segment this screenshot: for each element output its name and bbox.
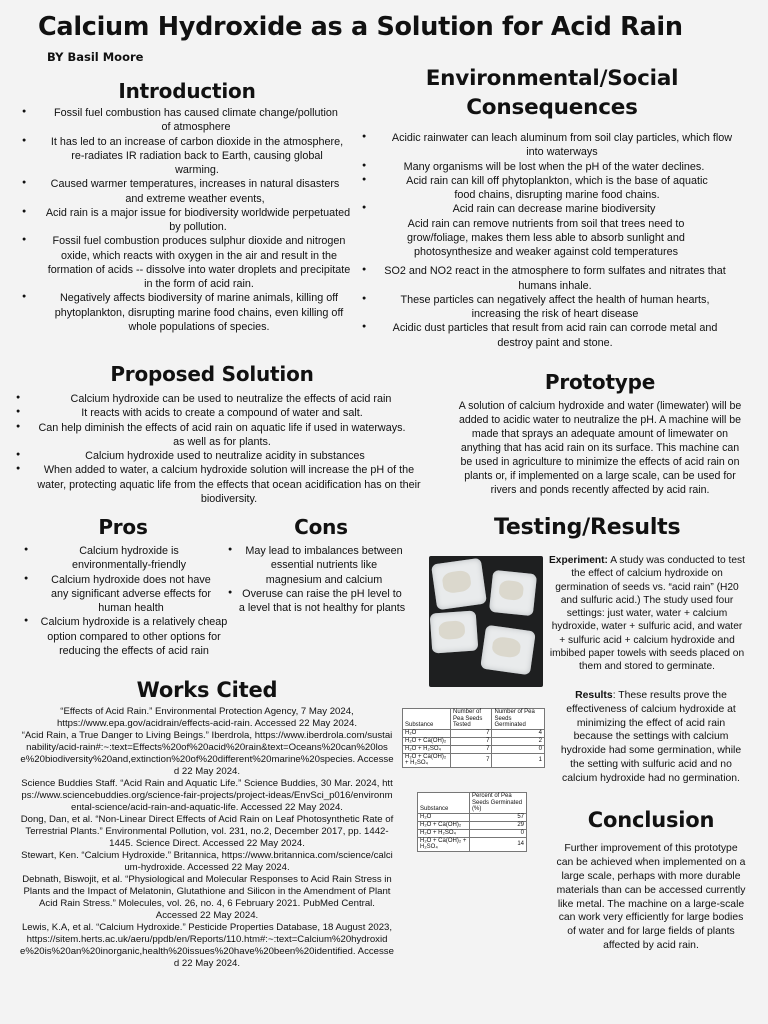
citation: Stewart, Ken. “Calcium Hydroxide.” Britannica, https://www.britannica.com/science/calcium-hydroxide. Accessed 22 May 2024. <box>21 850 393 874</box>
seed-bag <box>431 558 487 611</box>
table-header-row <box>418 793 527 814</box>
list-item: ● Acid rain is a major issue for biodiversity worldwide perpetuated by pollution. <box>22 206 360 235</box>
citation: “Effects of Acid Rain.” Environmental Protection Agency, 7 May 2024, https://www.epa.gov/acidrain/effects-acid-rain. Accessed 22 May 2024. <box>56 706 358 730</box>
list-item: ● It has led to an increase of carbon dioxide in the atmosphere, re-radiates IR radiation back to Earth, causing global warming. <box>22 135 360 178</box>
proposed-solution-heading: Proposed Solution <box>110 362 314 386</box>
table-header: Percent of Pea Seeds Germinated (%) <box>470 793 527 814</box>
seed-germination-photo <box>429 556 543 687</box>
table-row: H₂O 57 <box>418 813 527 821</box>
experiment-text: Experiment: A study was conducted to test the effect of calcium hydroxide on germination of seeds vs. “acid rain” (H20 and sulfuric acid.) The study used four settings: just water, water + calcium hydroxide, water + sulfuric acid, and water + sulfuric acid + calcium hydroxide and imbibed paper towels with seeds placed on them and stored to germinate. <box>549 555 745 672</box>
environmental-list <box>362 131 742 350</box>
introduction-list <box>22 106 360 334</box>
list-item: ● Calcium hydroxide is environmentally-friendly <box>24 544 232 573</box>
introduction-section <box>22 78 360 334</box>
list-item: ● When added to water, a calcium hydroxide solution will increase the pH of the water, protecting aquatic life from the effects that ocean acidification has on their biodiversity. <box>16 463 428 506</box>
table-header: Substance <box>418 793 470 814</box>
conclusion-heading: Conclusion <box>587 808 715 832</box>
list-item: ● Calcium hydroxide is a relatively cheap option compared to other options for reducing the effects of acid rain <box>24 615 232 658</box>
list-item: ● Can help diminish the effects of acid rain on aquatic life if used in waterways. as well as for plants. <box>16 421 428 450</box>
list-item: Acid rain can remove nutrients from soil that trees need to grow/foliage, makes them less able to absorb sunlight and photosynthesize and weaker against cold temperatures <box>407 217 685 259</box>
prototype-section <box>454 369 746 498</box>
citation: Dong, Dan, et al. “Non-Linear Direct Effects of Acid Rain on Leaf Photosynthetic Rate of Terrestrial Plants.” Environmental Pollution, vol. 231, no.2, December 2017, pp. 1442-1445. Science Direct. Accessed 22 May 2024. <box>20 814 394 850</box>
germination-percent-table <box>417 792 527 852</box>
table-row: H₂O + Ca(OH)₂ 29 <box>418 821 527 829</box>
proposed-solution-list <box>16 392 428 506</box>
works-cited-section <box>20 676 394 970</box>
table-row: H₂O + Ca(OH)₂ + H₂SO₄ 7 1 <box>403 753 545 767</box>
citation: Science Buddies Staff. “Acid Rain and Aquatic Life.” Science Buddies, 30 Mar. 2024, https://www.sciencebuddies.org/science-fair-projects/project-ideas/EnvSci_p016/environmental-science/acid-rain-and-aquatic-life. Accessed 22 May 2024. <box>21 778 393 814</box>
seed-bag <box>480 625 536 676</box>
citation: Lewis, K.A, et al. “Calcium Hydroxide.” Pesticide Properties Database, 18 August 2023, https://sitem.herts.ac.uk/aeru/ppdb/en/Reports/110.htm#:~:text=Calcium%20hydroxide%20is%20an%20inorganic,health%20issues%20have%20been%20identified. Accessed 22 May 2024. <box>20 922 394 970</box>
table-header: Number of Pea Seeds Germinated <box>492 709 545 730</box>
table-row: H₂O + Ca(OH)₂ + H₂SO₄ 14 <box>418 837 527 851</box>
citation: “Acid Rain, a True Danger to Living Beings.” Iberdrola, https://www.iberdrola.com/sustainability/acid-rain#:~:text=Effects%20of%20acid%20rain&text=Oceans%20can%20lose%20biodiversity%20and,extinction%20of%20different%20marine%20species. Accessed 22 May 2024. <box>20 730 394 778</box>
conclusion-text: Further improvement of this prototype can be achieved when implemented on a large scale, perhaps with more durable materials than can be accessed currently like metal. The machine on a large-scale can work very efficiently for large bodies of water and for large fields of plants affected by acid rain. <box>556 843 746 952</box>
byline: BY Basil Moore <box>47 50 144 64</box>
poster-title: Calcium Hydroxide as a Solution for Acid Rain <box>38 12 683 42</box>
seed-bag <box>430 610 479 653</box>
citation: Debnath, Biswojit, et al. “Physiological and Molecular Responses to Acid Rain Stress in Plants and the Impact of Melatonin, Glutathione and Silicon in the Amendment of Plant Acid Rain Stress.” Molecules, vol. 26, no. 4, 6 February 2021. PubMed Central. Accessed 22 May 2024. <box>22 874 392 922</box>
list-item: ● Acid rain can decrease marine biodiversity <box>362 202 742 216</box>
works-cited-list <box>20 706 394 970</box>
table-header-row <box>403 709 545 730</box>
prototype-text: A solution of calcium hydroxide and water (limewater) will be added to acidic water to neutralize the pH. A machine will be made that sprays an adequate amount of limewater on anything that has acid rain on its surface. This machine can be used in agriculture to minimize the effects of acid rain on plants or, if implemented on a large scale, can be used for rivers and ponds recently affected by acid rain. <box>458 400 742 497</box>
table-row: H₂O + H₂SO₄ 7 0 <box>403 745 545 753</box>
list-item: ● Overuse can raise the pH level to a level that is not healthy for plants <box>228 587 406 616</box>
list-item: ● Acid rain can kill off phytoplankton, which is the base of aquatic food chains, disrupting marine food chains. <box>362 174 742 203</box>
germination-count-table <box>402 708 545 768</box>
table-header: Substance <box>403 709 451 730</box>
list-item: ● Calcium hydroxide can be used to neutralize the effects of acid rain <box>16 392 428 406</box>
pros-heading: Pros <box>98 515 148 539</box>
seed-bag <box>489 570 537 616</box>
results-label: Results <box>575 690 613 701</box>
testing-results-heading: Testing/Results <box>494 515 681 540</box>
list-item: ● Acidic dust particles that result from acid rain can corrode metal and destroy paint and stone. <box>362 321 742 350</box>
list-item: ● Calcium hydroxide used to neutralize acidity in substances <box>16 449 428 463</box>
list-item: ● It reacts with acids to create a compound of water and salt. <box>16 406 428 420</box>
table-row: H₂O + H₂SO₄ 0 <box>418 829 527 837</box>
list-item: ● Caused warmer temperatures, increases in natural disasters and extreme weather events, <box>22 177 360 206</box>
list-item: ● Calcium hydroxide does not have any significant adverse effects for human health <box>24 573 232 616</box>
list-item: ● SO2 and NO2 react in the atmosphere to form sulfates and nitrates that humans inhale. <box>362 264 742 293</box>
pros-list <box>24 544 232 658</box>
proposed-solution-section <box>16 361 428 506</box>
works-cited-heading: Works Cited <box>136 678 278 702</box>
cons-section <box>228 514 406 615</box>
introduction-heading: Introduction <box>118 79 256 103</box>
list-item: ● Fossil fuel combustion has caused climate change/pollution of atmosphere <box>22 106 360 135</box>
pros-section <box>24 514 232 658</box>
table-row: H₂O 7 4 <box>403 729 545 737</box>
conclusion-section <box>556 806 746 953</box>
table-header: Number of Pea Seeds Tested <box>451 709 492 730</box>
environmental-section <box>362 64 742 350</box>
list-item: ● May lead to imbalances between essential nutrients like magnesium and calcium <box>228 544 406 587</box>
list-item: ● Fossil fuel combustion produces sulphur dioxide and nitrogen oxide, which reacts with oxygen in the air and result in the formation of acids -- dissolve into water droplets and precipitate in the form of acid rain. <box>22 234 360 291</box>
cons-list <box>228 544 406 615</box>
prototype-heading: Prototype <box>544 370 656 394</box>
experiment-label: Experiment: <box>549 555 608 566</box>
list-item: ● Many organisms will be lost when the pH of the water declines. <box>362 160 742 174</box>
list-item: ● Acidic rainwater can leach aluminum from soil clay particles, which flow into waterways <box>362 131 742 160</box>
list-item: ● These particles can negatively affect the health of human hearts, increasing the risk of heart disease <box>362 293 742 322</box>
table-row: H₂O + Ca(OH)₂ 7 2 <box>403 737 545 745</box>
environmental-heading: Environmental/Social Consequences <box>425 66 679 121</box>
cons-heading: Cons <box>294 515 348 539</box>
results-text: Results: These results prove the effectiveness of calcium hydroxide at minimizing the effect of acid rain because the settings with calcium hydroxide had some germination, while the setting with sulfuric acid and no calcium hydroxide had no germination. <box>560 690 742 784</box>
list-item: ● Negatively affects biodiversity of marine animals, killing off phytoplankton, disrupting marine food chains, even killing off whole populations of species. <box>22 291 360 334</box>
